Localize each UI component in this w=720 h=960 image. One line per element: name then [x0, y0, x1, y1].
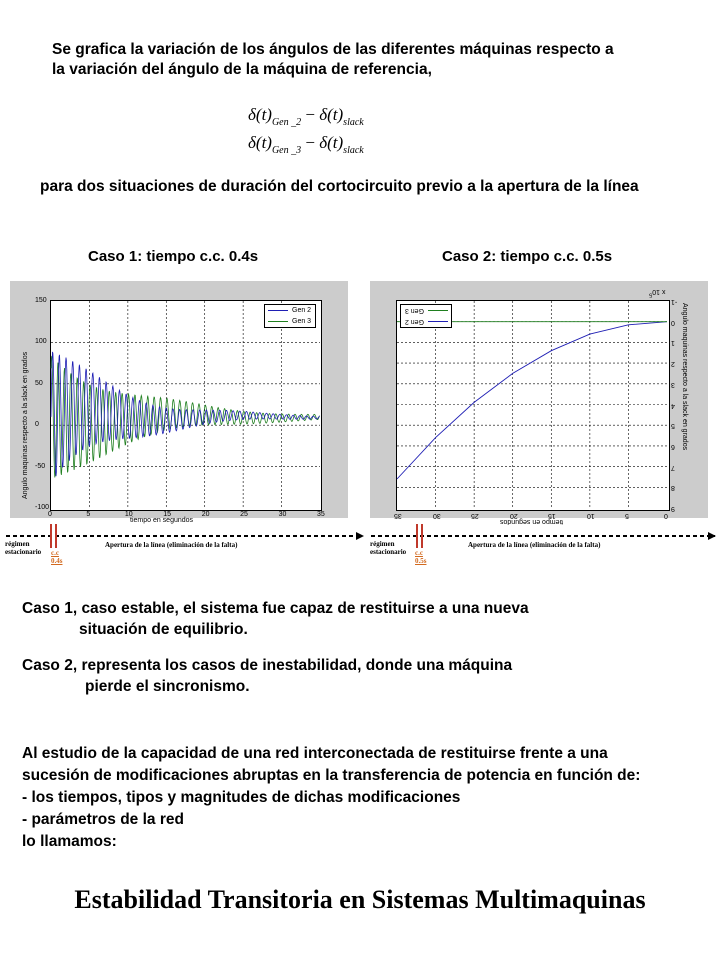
definition-line-2: sucesión de modificaciones abruptas en la transferencia de potencia en función de: [22, 767, 641, 784]
series-gen2-line [51, 352, 320, 476]
formula-delta-2: δ(t) [319, 133, 344, 152]
case2-exponent [649, 287, 665, 298]
x-tick-label: 35 [317, 511, 325, 518]
x-tick-label: 10 [124, 511, 133, 518]
formula-delta-2: δ(t) [319, 105, 344, 124]
timeline-2-label: Apertura de la línea (eliminación de la falta) [468, 541, 601, 549]
x-axis-label: tiempo en segundos [130, 517, 194, 524]
intro-line-1: Se grafica la variación de los ángulos de las diferentes máquinas respecto a [52, 41, 614, 58]
legend-gen3 [265, 316, 315, 327]
formula-gen3 [248, 133, 364, 161]
x-tick-label: 35 [394, 512, 402, 519]
situations-text: para dos situaciones de duración del cortocircuito previo a la apertura de la línea [40, 178, 639, 195]
x-tick-label: 25 [471, 512, 479, 519]
definition-line-5: lo llamamos: [22, 833, 117, 850]
legend-gen3-label: Gen 3 [292, 318, 312, 325]
y-tick-label: 0 [671, 318, 675, 326]
x-tick-label: 0 [48, 511, 52, 518]
y-tick-label: 150 [35, 297, 47, 304]
y-tick-label: 2 [671, 360, 675, 368]
caso1-line-1: Caso 1, caso estable, el sistema fue capaz de restituirse a una nueva [22, 600, 529, 617]
timeline-1-label: Apertura de la línea (eliminación de la falta) [105, 541, 238, 549]
formula-slack-sub: slack [343, 145, 364, 156]
formula-gen-sub: Gen _2 [271, 117, 302, 128]
y-tick-label: 1 [671, 339, 675, 347]
definition-text [22, 743, 640, 853]
case2-legend [400, 304, 452, 328]
y-tick-label: 100 [35, 338, 47, 346]
case2-exponent-base: x 10 [652, 288, 666, 295]
final-title: Estabilidad Transitoria en Sistemas Multimaquinas [74, 885, 646, 914]
x-tick-label: 5 [625, 512, 630, 519]
formula-gen-sub: Gen _3 [271, 145, 302, 156]
y-tick-label: 9 [671, 505, 675, 512]
x-tick-label: 15 [548, 512, 557, 519]
legend-gen3-label: Gen 3 [404, 307, 424, 314]
y-tick-label: 7 [671, 463, 675, 471]
definition-line-4: - parámetros de la red [22, 811, 184, 828]
legend-gen2-label: Gen 2 [292, 307, 312, 314]
caso1-conclusion [22, 598, 529, 640]
timeline-1-start-label: régimen estacionario [5, 540, 42, 556]
case2-figure [370, 281, 708, 525]
case2-y-axis-label: Angulo maquinas respecto a la slack en grados [681, 303, 688, 451]
case1-y-axis-label: Angulo maquinas respecto a la slack en grados [22, 351, 29, 499]
timeline-1-arrowhead [356, 532, 364, 540]
formula-delta: δ(t) [248, 133, 272, 152]
formula-minus: − [301, 133, 320, 152]
y-tick-label: 4 [671, 401, 675, 409]
timeline-2-arrowhead [708, 532, 716, 540]
y-tick-label: 50 [35, 379, 43, 387]
caso2-conclusion [22, 655, 512, 697]
x-axis-label: tiempo en segundos [500, 518, 564, 525]
case2-exponent-power: 5 [649, 291, 653, 298]
case1-title: Caso 1: tiempo c.c. 0.4s [88, 248, 259, 265]
intro-text [52, 40, 692, 80]
caso2-line-2: pierde el sincronismo. [85, 678, 250, 695]
formula-delta: δ(t) [248, 105, 272, 124]
case1-figure [10, 281, 348, 524]
case1-legend [264, 304, 316, 328]
caso1-line-2: situación de equilibrio. [79, 621, 248, 638]
x-tick-label: 20 [509, 512, 518, 519]
x-tick-label: 30 [278, 511, 287, 518]
case2-title: Caso 2: tiempo c.c. 0.5s [442, 248, 613, 265]
formula-minus: − [301, 105, 320, 124]
timeline-2-start-label: régimen estacionario [370, 540, 407, 556]
legend-gen2 [265, 305, 315, 316]
y-tick-label: -100 [35, 504, 50, 511]
definition-line-1: Al estudio de la capacidad de una red interconectada de restituirse frente a una [22, 745, 608, 762]
legend-gen2 [401, 316, 451, 327]
y-tick-label: -50 [35, 462, 46, 470]
timeline-1-mark: c.c 0.4s [51, 549, 63, 565]
x-tick-label: 30 [432, 512, 441, 519]
x-tick-label: 5 [86, 511, 91, 518]
timelines-svg [0, 520, 720, 580]
legend-gen2-label: Gen 2 [404, 318, 424, 325]
x-tick-label: 0 [664, 512, 668, 519]
y-tick-label: 6 [671, 442, 675, 450]
y-tick-label: 8 [671, 484, 675, 492]
y-tick-label: 0 [35, 421, 39, 429]
legend-gen3 [401, 305, 451, 316]
x-tick-label: 20 [201, 511, 210, 518]
intro-line-2: la variación del ángulo de la máquina de referencia, [52, 61, 432, 78]
definition-line-3: - los tiempos, tipos y magnitudes de dichas modificaciones [22, 789, 461, 806]
y-tick-label: -1 [671, 298, 678, 305]
series-gen2-line [397, 322, 667, 479]
formula-gen2 [248, 105, 364, 133]
x-tick-label: 10 [586, 512, 595, 519]
x-tick-label: 25 [240, 511, 248, 518]
formula-slack-sub: slack [343, 117, 364, 128]
caso2-line-1: Caso 2, representa los casos de inestabilidad, donde una máquina [22, 657, 513, 674]
x-tick-label: 15 [163, 511, 172, 518]
timeline-2-mark: c.c 0.5s [415, 549, 427, 565]
y-tick-label: 3 [671, 380, 675, 388]
y-tick-label: 5 [671, 422, 675, 430]
